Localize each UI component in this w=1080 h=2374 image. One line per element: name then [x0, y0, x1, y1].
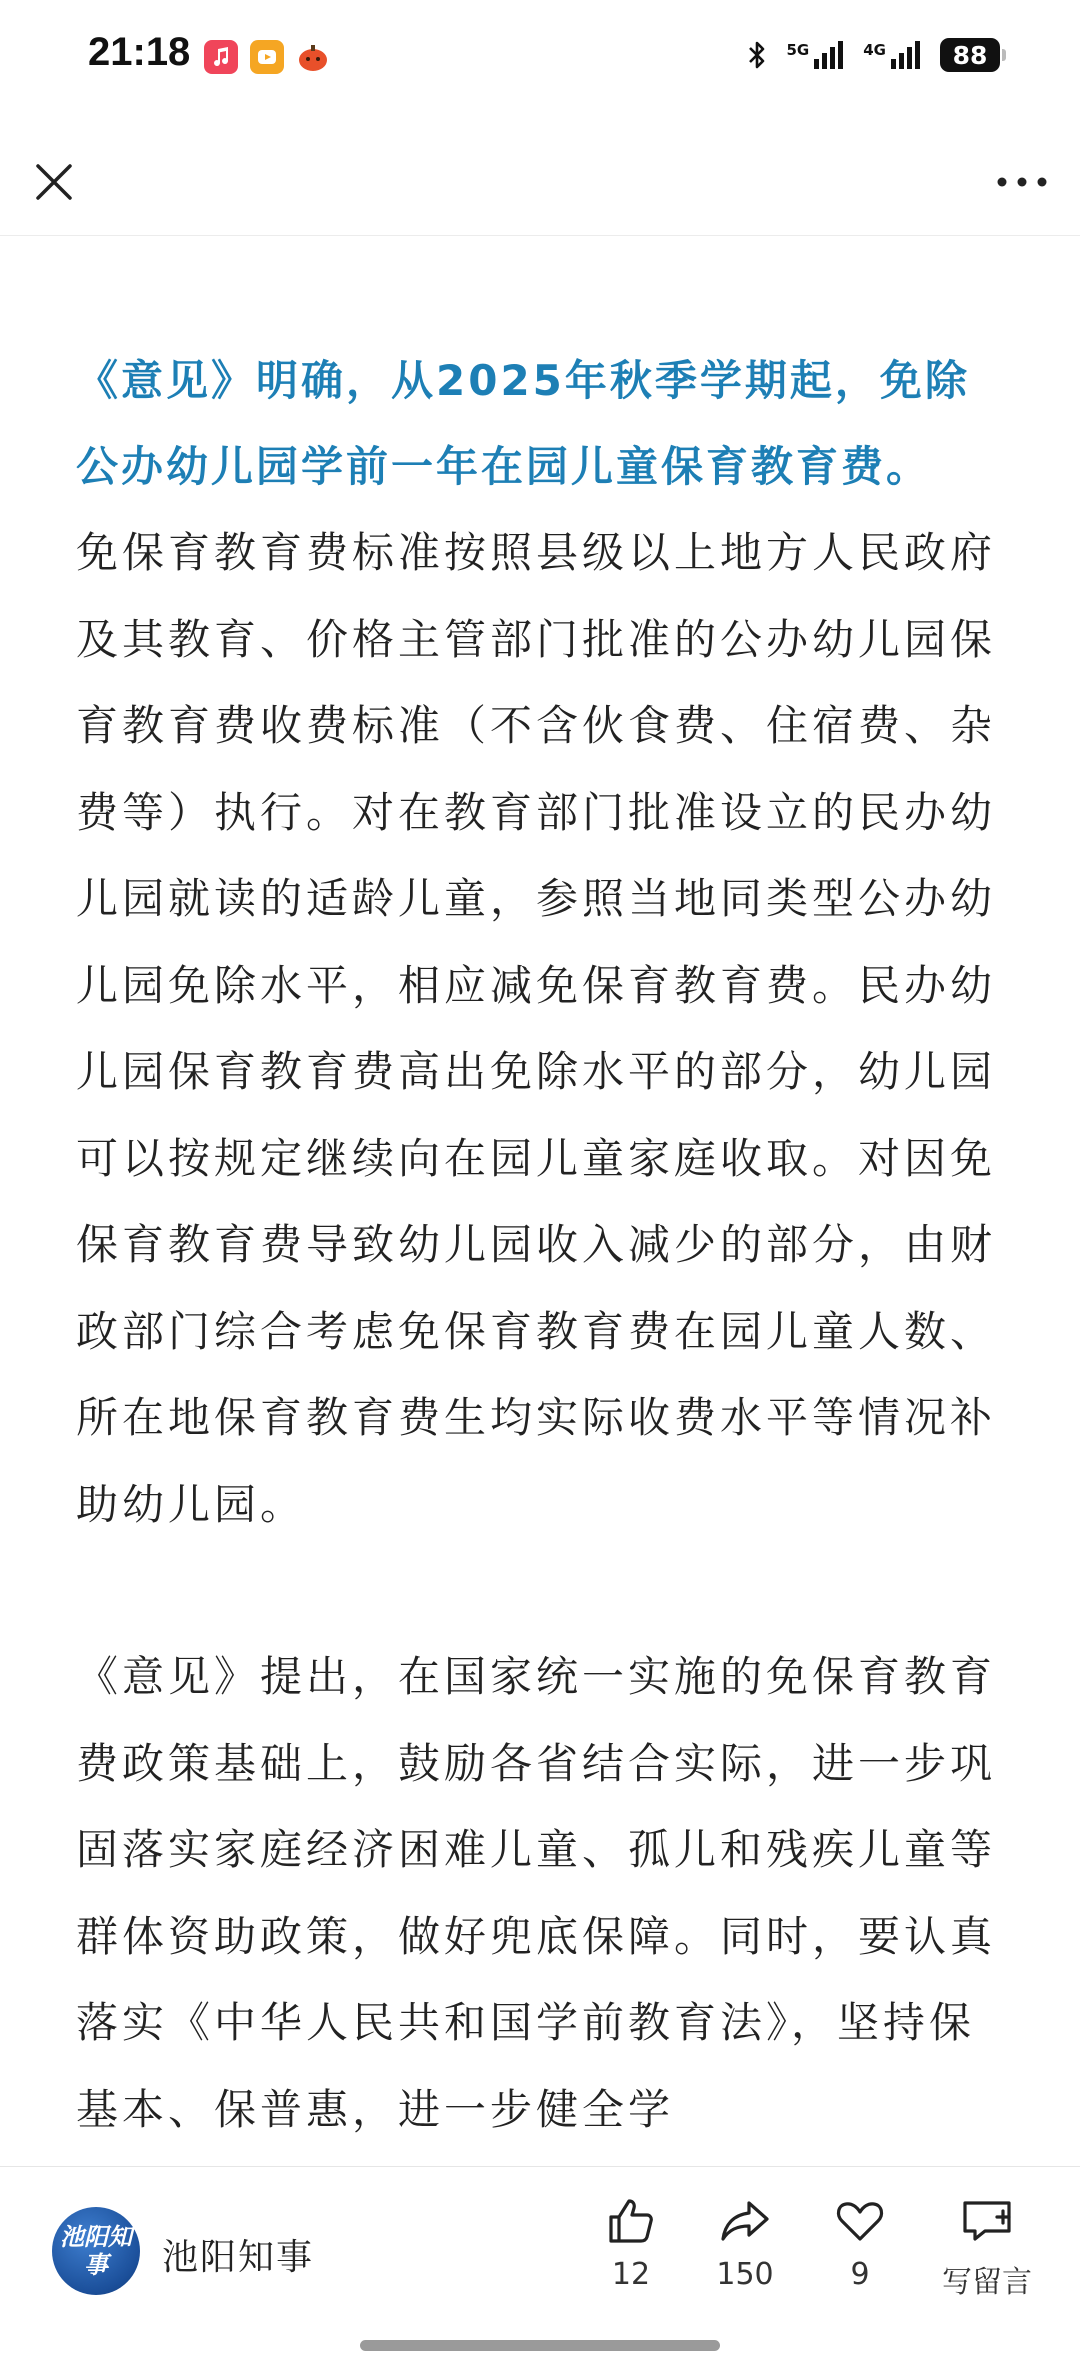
bluetooth-icon: [747, 39, 767, 71]
account-avatar[interactable]: 池阳知事: [52, 2207, 140, 2295]
status-indicators: [747, 38, 1001, 72]
more-options-button[interactable]: [992, 164, 1052, 200]
share-button[interactable]: [690, 2193, 800, 2292]
share-icon: [717, 2193, 773, 2249]
paragraph-spacer: [76, 1548, 1006, 1634]
article-body: [76, 338, 1006, 2153]
top-nav-bar: [0, 120, 1080, 236]
home-indicator[interactable]: [360, 2340, 720, 2351]
write-comment-label: 写留言: [942, 2265, 1032, 2300]
article-paragraph-2: 《意见》提出，在国家统一实施的免保育教育费政策基础上，鼓励各省结合实际，进一步巩固落实家庭经济困难儿童、孤儿和残疾儿童等群体资助政策，做好兜底保障。同时，要认真落实《中华人民共和国学前教育法》，坚持保基本、保普惠，进一步健全学: [76, 1652, 997, 2134]
account-name[interactable]: 池阳知事: [162, 2237, 315, 2278]
more-dots-icon: [992, 164, 1052, 200]
heart-icon: [832, 2193, 888, 2249]
signal-5g-icon: 5G: [787, 41, 844, 69]
favorite-count: 9: [850, 2257, 870, 2292]
battery-indicator: 88: [940, 38, 1000, 72]
comment-add-icon: [959, 2193, 1015, 2249]
pumpkin-app-icon: [296, 40, 330, 74]
music-app-icon: [204, 40, 238, 74]
close-button[interactable]: [28, 156, 80, 208]
notification-icons: [204, 40, 330, 74]
thumbs-up-icon: [603, 2193, 659, 2249]
close-icon: [28, 156, 80, 208]
article-highlight: 《意见》明确，从2025年秋季学期起，免除公办幼儿园学前一年在园儿童保育教育费。: [76, 356, 970, 491]
share-count: 150: [716, 2257, 774, 2292]
like-count: 12: [611, 2257, 651, 2292]
like-button[interactable]: [576, 2193, 686, 2292]
status-time: 21:18: [88, 30, 191, 74]
video-app-icon: [250, 40, 284, 74]
status-bar: [0, 0, 1080, 120]
write-comment-button[interactable]: [922, 2193, 1052, 2301]
signal-4g-icon: 4G: [863, 41, 920, 69]
article-paragraph-1: 免保育教育费标准按照县级以上地方人民政府及其教育、价格主管部门批准的公办幼儿园保育教育费收费标准（不含伙食费、住宿费、杂费等）执行。对在教育部门批准设立的民办幼儿园就读的适龄儿童，参照当地同类型公办幼儿园免除水平，相应减免保育教育费。民办幼儿园保育教育费高出免除水平的部分，幼儿园可以按规定继续向在园儿童家庭收取。对因免保育教育费导致幼儿园收入减少的部分，由财政部门综合考虑免保育教育费在园儿童人数、所在地保育教育费生均实际收费水平等情况补助幼儿园。: [76, 528, 997, 1529]
favorite-button[interactable]: [805, 2193, 915, 2292]
